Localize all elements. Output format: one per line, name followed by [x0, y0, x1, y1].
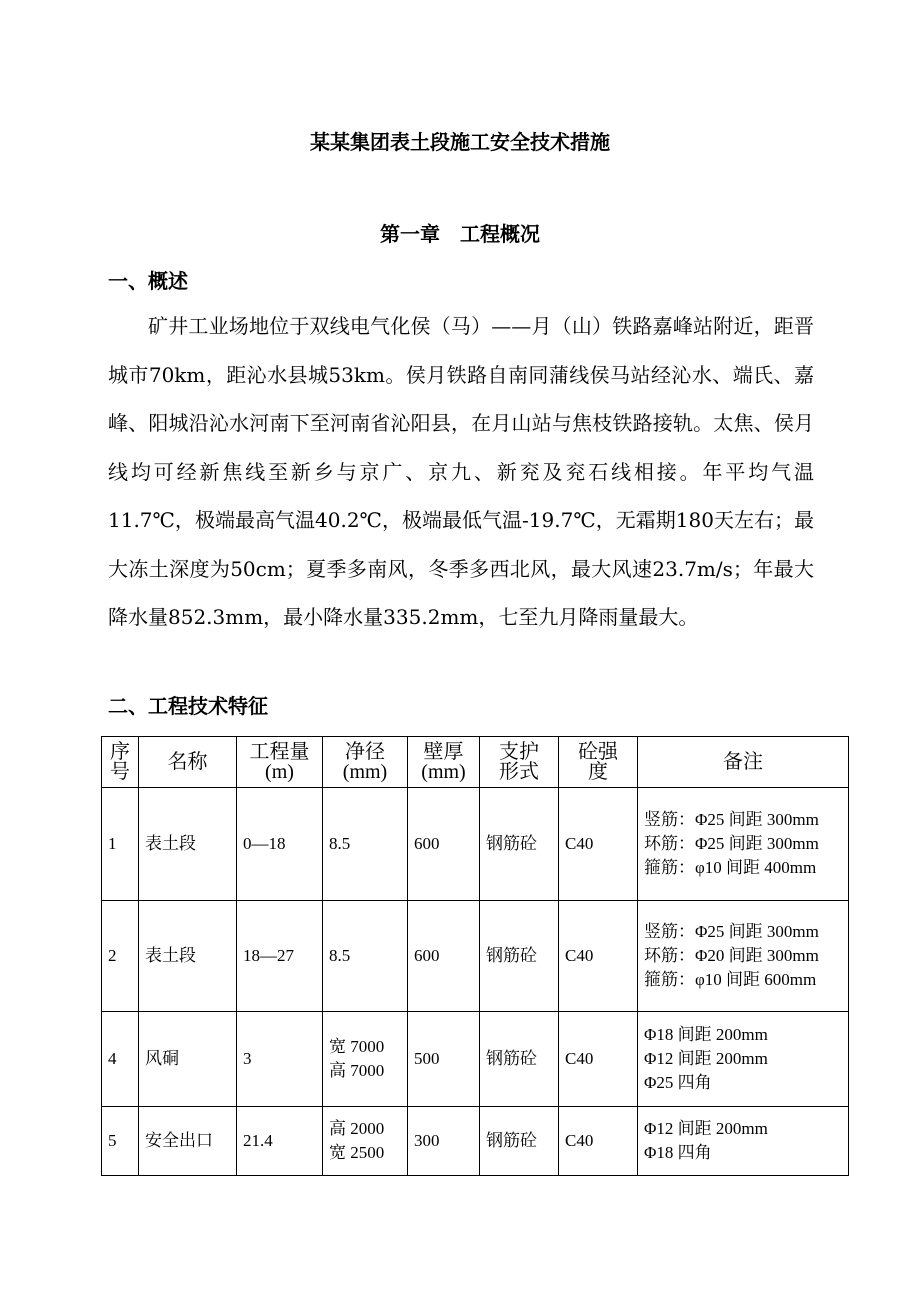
- tech-features-table: [101, 736, 849, 1176]
- header-diameter-line: 净径: [345, 741, 385, 763]
- header-quantity-line: 工程量: [249, 741, 310, 763]
- cell-remarks: [638, 901, 849, 1012]
- cell-concrete: C40: [559, 1012, 638, 1107]
- cell-support: 钢筋砼: [480, 901, 559, 1012]
- header-quantity-line: (m): [265, 761, 294, 783]
- remark-line: 竖筋：Φ25 间距 300mm: [644, 810, 819, 829]
- header-seq-line: 序: [110, 741, 130, 763]
- diameter-line: 高 2000: [329, 1119, 385, 1138]
- document-title: 某某集团表土段施工安全技术措施: [310, 130, 610, 154]
- section-heading-overview: 一、概述: [108, 269, 188, 293]
- header-name-line: 名称: [167, 751, 208, 773]
- cell-quantity: 3: [237, 1012, 323, 1107]
- cell-support: 钢筋砼: [480, 1012, 559, 1107]
- remark-line: 箍筋：φ10 间距 400mm: [644, 858, 817, 877]
- cell-remarks: [638, 788, 849, 901]
- header-diameter-line: (mm): [342, 761, 388, 783]
- remark-line: Φ18 间距 200mm: [644, 1025, 768, 1044]
- cell-thickness: 600: [408, 788, 480, 901]
- cell-name: 表土段: [139, 788, 237, 901]
- cell-concrete: C40: [559, 901, 638, 1012]
- diameter-line: 宽 7000: [329, 1037, 385, 1056]
- remark-line: 箍筋：φ10 间距 600mm: [644, 970, 817, 989]
- cell-thickness: 500: [408, 1012, 480, 1107]
- chapter-title: 第一章 工程概况: [380, 222, 540, 246]
- remark-line: Φ12 间距 200mm: [644, 1049, 768, 1068]
- header-seq-line: 号: [110, 761, 130, 783]
- header-support-line: 支护: [499, 741, 539, 763]
- remark-line: 竖筋：Φ25 间距 300mm: [644, 922, 819, 941]
- header-concrete: [559, 737, 638, 788]
- header-diameter: [323, 737, 408, 788]
- table-row: [102, 1107, 849, 1176]
- header-concrete-line: 度: [588, 761, 608, 783]
- header-remarks-line: 备注: [723, 751, 763, 773]
- header-thickness-line: 壁厚: [423, 741, 464, 763]
- header-concrete-line: 砼强: [578, 741, 618, 763]
- cell-seq: 5: [102, 1107, 139, 1176]
- cell-support: 钢筋砼: [480, 1107, 559, 1176]
- header-thickness: [408, 737, 480, 788]
- diameter-line: 8.5: [329, 946, 351, 965]
- table-header-row: [102, 737, 849, 788]
- cell-concrete: C40: [559, 788, 638, 901]
- remark-line: 环筋：Φ20 间距 300mm: [644, 946, 819, 965]
- table-row: [102, 1012, 849, 1107]
- cell-quantity: 18—27: [237, 901, 323, 1012]
- remark-line: Φ18 四角: [644, 1143, 712, 1162]
- section-heading-tech-features: 二、工程技术特征: [108, 694, 268, 718]
- remark-line: 环筋：Φ25 间距 300mm: [644, 834, 819, 853]
- remark-line: Φ12 间距 200mm: [644, 1119, 768, 1138]
- cell-seq: 1: [102, 788, 139, 901]
- cell-concrete: C40: [559, 1107, 638, 1176]
- overview-paragraph: 矿井工业场地位于双线电气化侯（马）——月（山）铁路嘉峰站附近，距晋城市70km，距沁水县城53km。侯月铁路自南同蒲线侯马站经沁水、端氏、嘉峰、阳城沿沁水河南下至河南省沁阳县，在月山站与焦枝铁路接轨。太焦、侯月线均可经新焦线至新乡与京广、京九、新兖及兖石线相接。年平均气温11.7℃，极端最高气温40.2℃，极端最低气温-19.7℃，无霜期180天左右；最大冻土深度为50cm；夏季多南风，冬季多西北风，最大风速23.7m/s；年最大降水量852.3mm，最小降水量335.2mm，七至九月降雨量最大。: [108, 314, 814, 629]
- diameter-line: 宽 2500: [329, 1143, 385, 1162]
- cell-seq: 2: [102, 901, 139, 1012]
- cell-diameter: [323, 901, 408, 1012]
- cell-support: 钢筋砼: [480, 788, 559, 901]
- cell-remarks: [638, 1012, 849, 1107]
- header-thickness-line: (mm): [421, 761, 466, 783]
- cell-diameter: [323, 1107, 408, 1176]
- header-support-line: 形式: [499, 761, 539, 783]
- diameter-line: 高 7000: [329, 1061, 385, 1080]
- header-name: [139, 737, 237, 788]
- cell-name: 表土段: [139, 901, 237, 1012]
- header-remarks: [638, 737, 849, 788]
- cell-name: 安全出口: [139, 1107, 237, 1176]
- cell-diameter: [323, 788, 408, 901]
- cell-thickness: 300: [408, 1107, 480, 1176]
- cell-diameter: [323, 1012, 408, 1107]
- cell-name: 风硐: [139, 1012, 237, 1107]
- table-row: [102, 901, 849, 1012]
- cell-quantity: 0—18: [237, 788, 323, 901]
- header-quantity: [237, 737, 323, 788]
- header-support: [480, 737, 559, 788]
- remark-line: Φ25 四角: [644, 1073, 712, 1092]
- header-seq: [102, 737, 139, 788]
- cell-thickness: 600: [408, 901, 480, 1012]
- cell-remarks: [638, 1107, 849, 1176]
- cell-quantity: 21.4: [237, 1107, 323, 1176]
- table-row: [102, 788, 849, 901]
- cell-seq: 4: [102, 1012, 139, 1107]
- diameter-line: 8.5: [329, 834, 351, 853]
